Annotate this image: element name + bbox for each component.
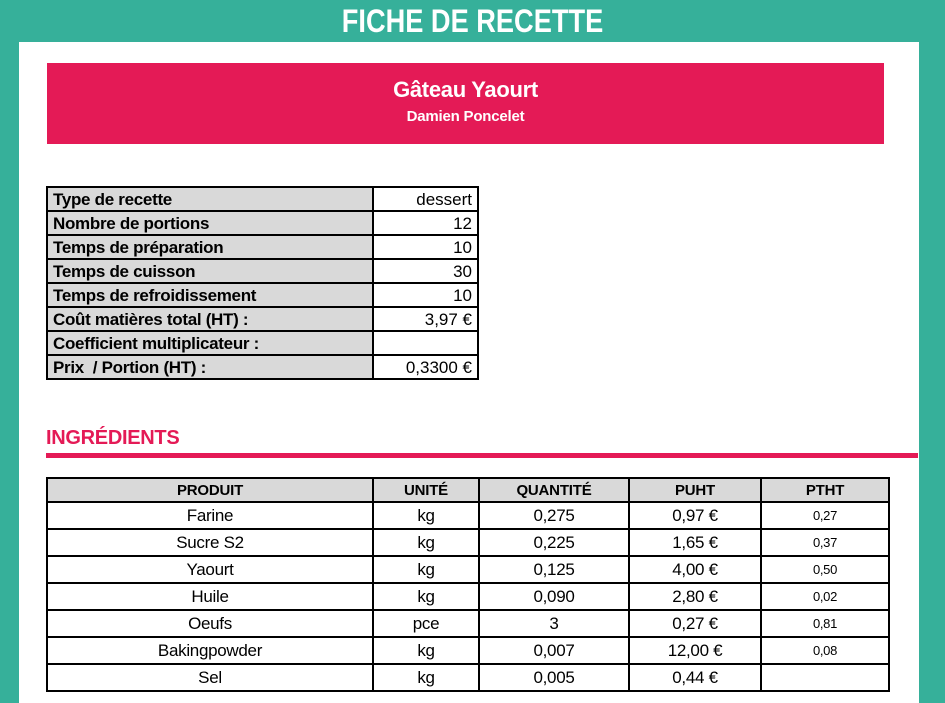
cell-ptht: 0,81 — [761, 610, 889, 637]
column-header-ptht: PTHT — [761, 478, 889, 502]
cell-produit: Bakingpowder — [47, 637, 373, 664]
ingredients-table — [46, 477, 890, 692]
table-row — [47, 283, 478, 307]
recipe-info-table — [46, 186, 479, 380]
recipe-author: Damien Poncelet — [406, 108, 525, 125]
cell-quantite: 0,225 — [479, 529, 629, 556]
info-value: 30 — [373, 259, 478, 283]
info-label: Coût matières total (HT) : — [47, 307, 373, 331]
table-row — [47, 610, 889, 637]
info-label: Prix / Portion (HT) : — [47, 355, 373, 379]
cell-puht: 12,00 € — [629, 637, 761, 664]
cell-unite: kg — [373, 583, 479, 610]
info-value: 0,3300 € — [373, 355, 478, 379]
info-label: Type de recette — [47, 187, 373, 211]
column-header-produit: PRODUIT — [47, 478, 373, 502]
cell-produit: Sel — [47, 664, 373, 691]
cell-puht: 1,65 € — [629, 529, 761, 556]
cell-unite: kg — [373, 529, 479, 556]
cell-puht: 2,80 € — [629, 583, 761, 610]
table-row — [47, 307, 478, 331]
cell-quantite: 0,007 — [479, 637, 629, 664]
recipe-title: Gâteau Yaourt — [393, 77, 538, 102]
cell-quantite: 0,090 — [479, 583, 629, 610]
table-row — [47, 355, 478, 379]
table-row — [47, 556, 889, 583]
page-title: FICHE DE RECETTE — [341, 3, 604, 39]
cell-ptht: 0,02 — [761, 583, 889, 610]
info-value: dessert — [373, 187, 478, 211]
cell-unite: kg — [373, 664, 479, 691]
cell-produit: Huile — [47, 583, 373, 610]
info-value: 12 — [373, 211, 478, 235]
info-label: Temps de préparation — [47, 235, 373, 259]
cell-puht: 0,44 € — [629, 664, 761, 691]
cell-quantite: 0,005 — [479, 664, 629, 691]
cell-ptht — [761, 664, 889, 691]
cell-quantite: 0,125 — [479, 556, 629, 583]
table-row — [47, 502, 889, 529]
table-header-row — [47, 478, 889, 502]
cell-ptht: 0,27 — [761, 502, 889, 529]
cell-produit: Sucre S2 — [47, 529, 373, 556]
info-label: Temps de cuisson — [47, 259, 373, 283]
info-label: Nombre de portions — [47, 211, 373, 235]
cell-quantite: 3 — [479, 610, 629, 637]
table-row — [47, 211, 478, 235]
ingredients-section-underline — [46, 453, 918, 458]
cell-produit: Farine — [47, 502, 373, 529]
info-value: 3,97 € — [373, 307, 478, 331]
info-label: Temps de refroidissement — [47, 283, 373, 307]
info-value: 10 — [373, 283, 478, 307]
cell-ptht: 0,50 — [761, 556, 889, 583]
cell-ptht: 0,37 — [761, 529, 889, 556]
cell-unite: kg — [373, 502, 479, 529]
cell-puht: 0,27 € — [629, 610, 761, 637]
cell-puht: 0,97 € — [629, 502, 761, 529]
ingredients-section-title: INGRÉDIENTS — [46, 427, 180, 449]
recipe-banner — [47, 63, 884, 144]
cell-unite: pce — [373, 610, 479, 637]
info-value: 10 — [373, 235, 478, 259]
info-value — [373, 331, 478, 355]
table-row — [47, 529, 889, 556]
column-header-quantite: QUANTITÉ — [479, 478, 629, 502]
table-row — [47, 637, 889, 664]
cell-quantite: 0,275 — [479, 502, 629, 529]
column-header-unite: UNITÉ — [373, 478, 479, 502]
table-row — [47, 235, 478, 259]
cell-unite: kg — [373, 556, 479, 583]
cell-unite: kg — [373, 637, 479, 664]
table-row — [47, 331, 478, 355]
cell-ptht: 0,08 — [761, 637, 889, 664]
cell-produit: Oeufs — [47, 610, 373, 637]
table-row — [47, 583, 889, 610]
info-label: Coefficient multiplicateur : — [47, 331, 373, 355]
column-header-puht: PUHT — [629, 478, 761, 502]
table-row — [47, 259, 478, 283]
cell-puht: 4,00 € — [629, 556, 761, 583]
table-row — [47, 664, 889, 691]
table-row — [47, 187, 478, 211]
cell-produit: Yaourt — [47, 556, 373, 583]
